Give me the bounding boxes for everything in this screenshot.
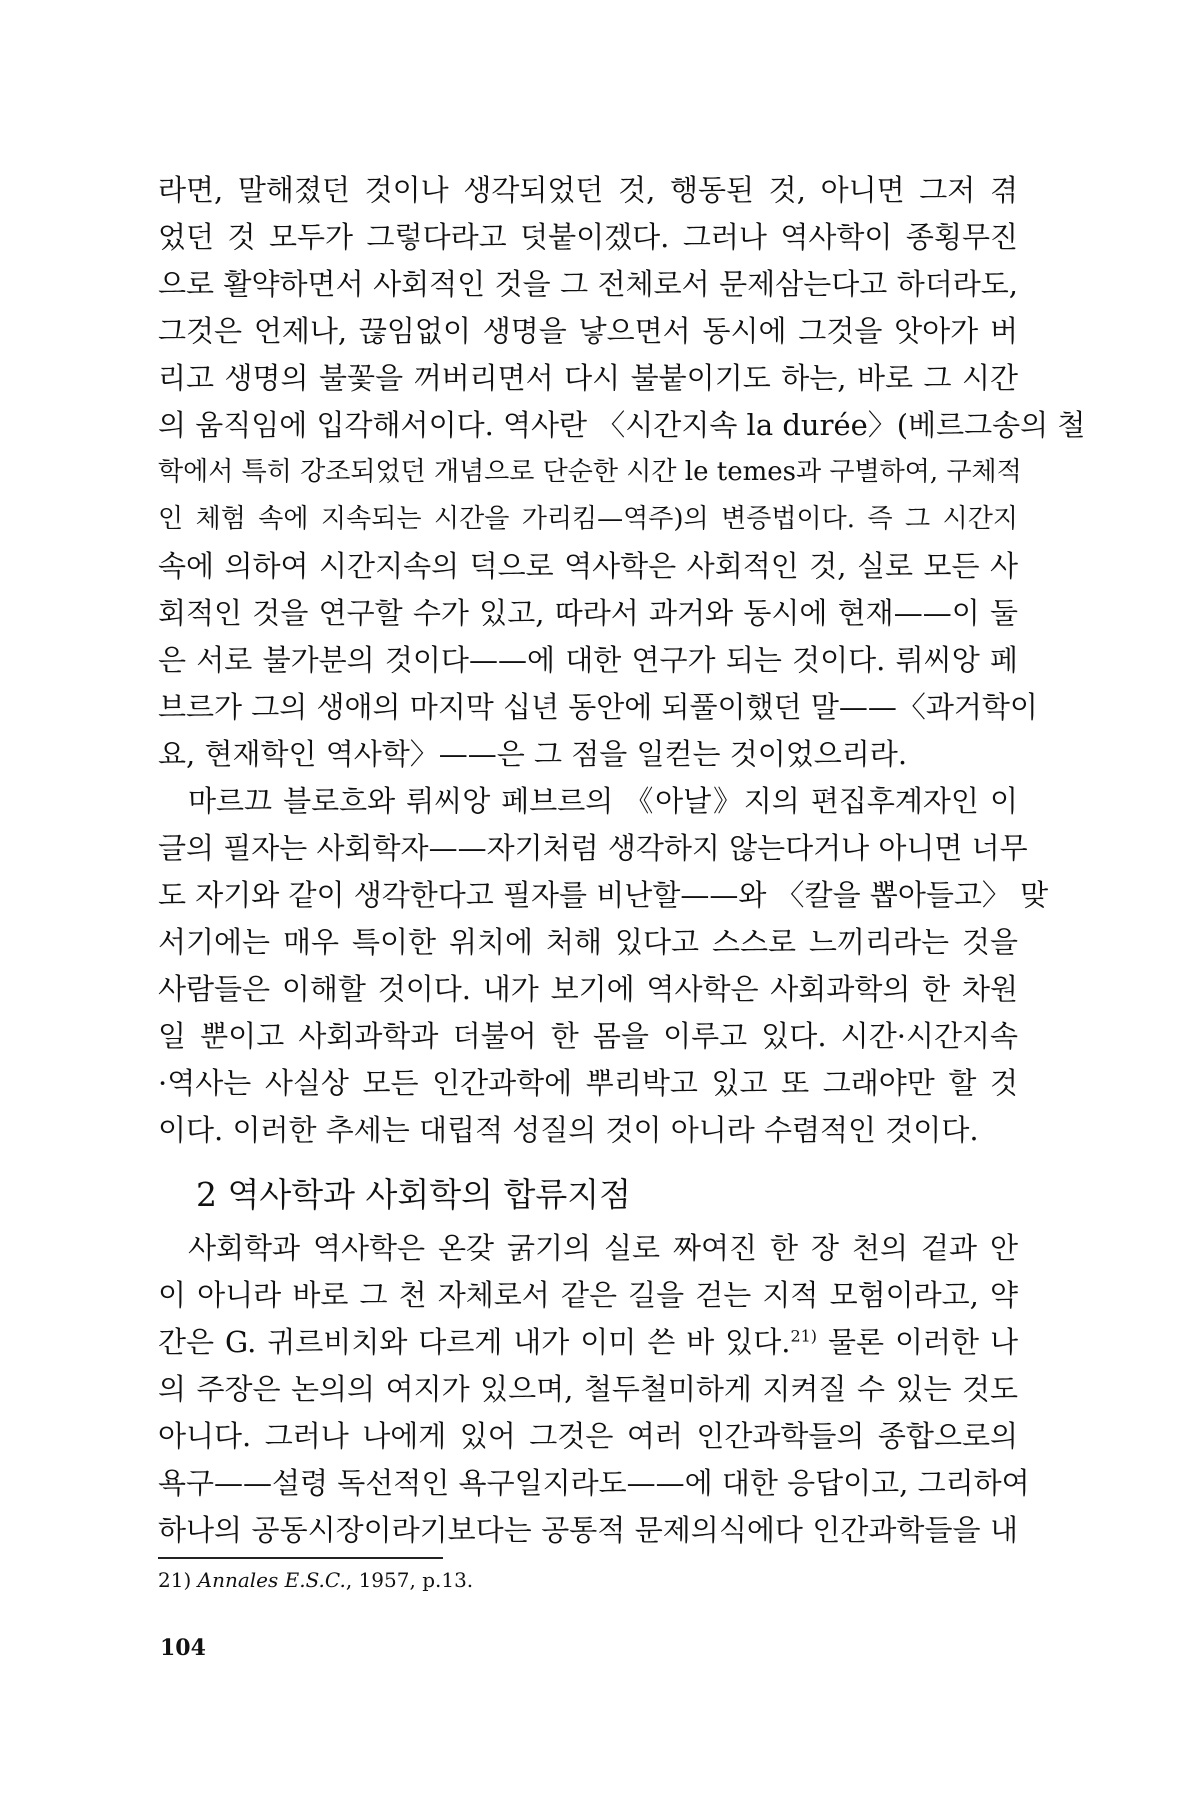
text-line: 욕구——설령 독선적인 욕구일지라도——에 대한 응답이고, 그리하여 bbox=[158, 1466, 1030, 1500]
text-line: 이다. 이러한 추세는 대립적 성질의 것이 아니라 수렴적인 것이다. bbox=[158, 1113, 979, 1147]
text-line-note: 학에서 특히 강조되었던 개념으로 단순한 시간 le temes과 구별하여, 구체적 bbox=[158, 457, 1022, 487]
footnote-reference: 21) bbox=[790, 1326, 818, 1346]
text-line: 리고 생명의 불꽃을 꺼버리면서 다시 불붙이기도 하는, 바로 그 시간 bbox=[158, 361, 1018, 395]
text-line: 었던 것 모두가 그렇다라고 덧붙이겠다. 그러나 역사학이 종횡무진 bbox=[158, 220, 1018, 254]
text-line: ·역사는 사실상 모든 인간과학에 뿌리박고 있고 또 그래야만 할 것 bbox=[158, 1066, 1018, 1100]
text-line: 도 자기와 같이 생각한다고 필자를 비난할——와 〈칼을 뽑아들고〉 맞 bbox=[158, 878, 1049, 912]
text-line: 하나의 공동시장이라기보다는 공통적 문제의식에다 인간과학들을 내 bbox=[158, 1513, 1018, 1547]
text-line: 으로 활약하면서 사회적인 것을 그 전체로서 문제삼는다고 하더라도, bbox=[158, 267, 1018, 301]
text-line: 아니다. 그러나 나에게 있어 그것은 여러 인간과학들의 종합으로의 bbox=[158, 1419, 1018, 1453]
text-line: 글의 필자는 사회학자——자기처럼 생각하지 않는다거나 아니면 너무 bbox=[158, 831, 1028, 865]
text-segment: 물론 이러한 나 bbox=[817, 1325, 1018, 1359]
paragraph-annales bbox=[158, 778, 1049, 1154]
text-line: 브르가 그의 생애의 마지막 십년 동안에 되풀이했던 말——〈과거학이 bbox=[158, 690, 1038, 724]
section-heading: 2 역사학과 사회학의 합류지점 bbox=[196, 1175, 632, 1214]
page-number: 104 bbox=[160, 1635, 206, 1661]
text-line-note: 인 체험 속에 지속되는 시간을 가리킴—역주)의 변증법이다. 즉 그 시간지 bbox=[158, 504, 1018, 534]
paragraph-continuation bbox=[158, 167, 1086, 778]
footnote bbox=[158, 1565, 473, 1595]
text-line-indented: 마르끄 블로흐와 뤼씨앙 페브르의 《아날》지의 편집후계자인 이 bbox=[188, 784, 1018, 818]
text-line: 서기에는 매우 특이한 위치에 처해 있다고 스스로 느끼리라는 것을 bbox=[158, 925, 1018, 959]
text-line: 은 서로 불가분의 것이다——에 대한 연구가 되는 것이다. 뤼씨앙 페 bbox=[158, 643, 1018, 677]
text-line: 회적인 것을 연구할 수가 있고, 따라서 과거와 동시에 현재——이 둘 bbox=[158, 596, 1018, 630]
text-line: 의 움직임에 입각해서이다. 역사란 〈시간지속 la durée〉(베르그송의 철 bbox=[158, 408, 1086, 442]
paragraph-sociology bbox=[158, 1225, 1030, 1554]
text-line: 그것은 언제나, 끊임없이 생명을 낳으면서 동시에 그것을 앗아가 버 bbox=[158, 314, 1018, 348]
text-line: 이 아니라 바로 그 천 자체로서 같은 길을 걷는 지적 모험이라고, 약 bbox=[158, 1278, 1018, 1312]
text-line-with-footnote bbox=[158, 1319, 1018, 1366]
text-line: 의 주장은 논의의 여지가 있으며, 철두철미하게 지켜질 수 있는 것도 bbox=[158, 1372, 1018, 1406]
text-line: 라면, 말해졌던 것이나 생각되었던 것, 행동된 것, 아니면 그저 겪 bbox=[158, 173, 1018, 207]
text-line: 속에 의하여 시간지속의 덕으로 역사학은 사회적인 것, 실로 모든 사 bbox=[158, 549, 1018, 583]
text-line-indented: 사회학과 역사학은 온갖 굵기의 실로 짜여진 한 장 천의 겉과 안 bbox=[188, 1231, 1018, 1265]
footnote-number: 21) bbox=[158, 1568, 192, 1592]
text-line: 사람들은 이해할 것이다. 내가 보기에 역사학은 사회과학의 한 차원 bbox=[158, 972, 1018, 1006]
text-segment: 간은 G. 귀르비치와 다르게 내가 이미 쓴 바 있다. bbox=[158, 1325, 791, 1359]
footnote-detail: , 1957, p.13. bbox=[345, 1568, 474, 1592]
text-line: 일 뿐이고 사회과학과 더불어 한 몸을 이루고 있다. 시간·시간지속 bbox=[158, 1019, 1018, 1053]
text-line: 요, 현재학인 역사학〉——은 그 점을 일컫는 것이었으리라. bbox=[158, 737, 908, 771]
footnote-source: Annales E.S.C. bbox=[197, 1568, 346, 1592]
footnote-divider bbox=[158, 1557, 443, 1559]
